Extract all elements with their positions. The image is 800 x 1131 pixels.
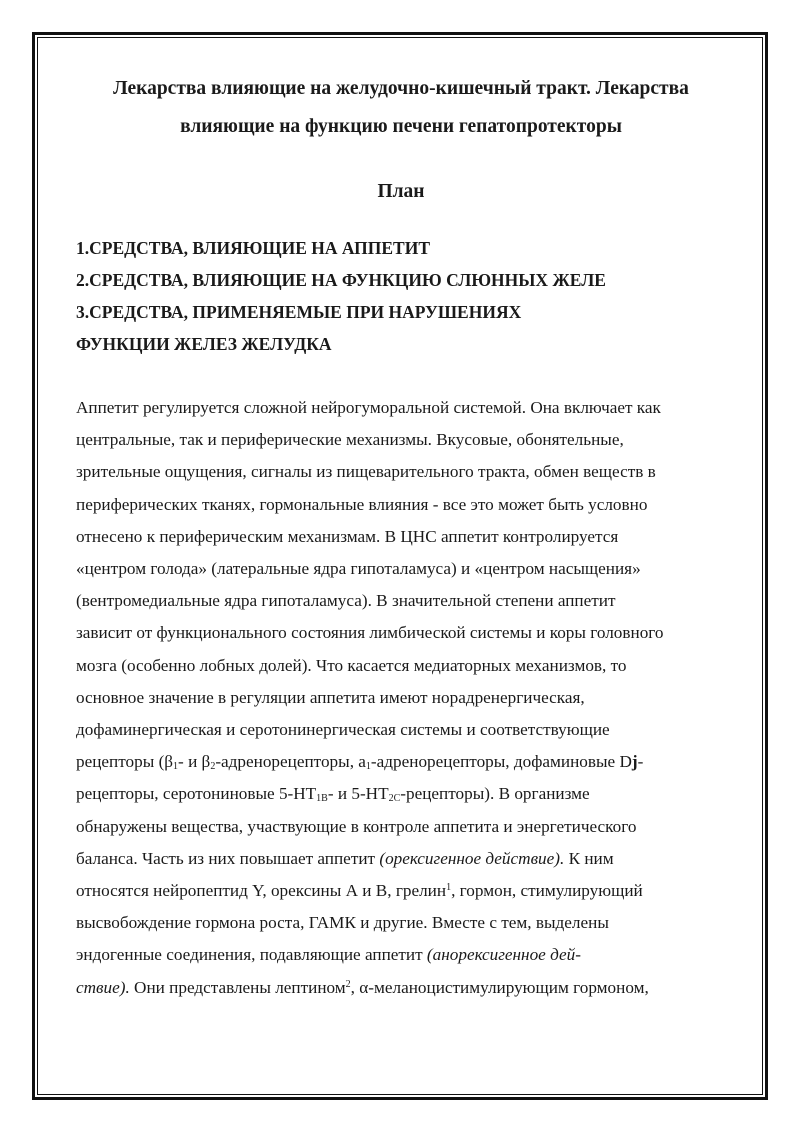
body-line-14: обнаружены вещества, участвующие в контроле аппетита и энергетического (76, 816, 637, 836)
text-run: рецепторы, серотониновые 5-НТ (76, 784, 317, 804)
body-line-18 (76, 939, 726, 971)
plan-heading: План (377, 181, 425, 202)
text-run: К ним (564, 848, 614, 868)
text-run: -адренорецепторы, a (215, 752, 366, 772)
text-run: , α-меланоцистимулирующим гормоном, (350, 977, 649, 997)
italic-run: (анорексигенное дей- (426, 945, 581, 965)
body-line-1: Аппетит регулируется сложной нейрогуморальной системой. Она включает как (76, 398, 661, 417)
title-line-1: Лекарства влияющие на желудочно-кишечный тракт. Лекарства (113, 78, 689, 99)
body-line-10: основное значение в регуляции аппетита имеют норадренергическая, (76, 687, 585, 707)
toc-item-3: 3.СРЕДСТВА, ПРИМЕНЯЕМЫЕ ПРИ НАРУШЕНИЯХ (76, 302, 522, 322)
toc-item-3-continued: ФУНКЦИИ ЖЕЛЕЗ ЖЕЛУДКА (76, 334, 332, 354)
text-run: относятся нейропептид Y, орексины А и В, грелин (76, 881, 447, 901)
italic-run: ствие). (76, 977, 130, 997)
subscript: 1В (316, 793, 328, 805)
text-run: рецепторы (β (76, 752, 174, 772)
body-line-12 (76, 746, 726, 778)
subscript: 1 (365, 761, 371, 773)
body-line-4: периферических тканях, гормональные влияния - все это может быть условно (76, 494, 648, 514)
body-line-15 (76, 843, 726, 875)
subscript: 2 (210, 761, 216, 773)
title-line-2: влияющие на функцию печени гепатопротекторы (180, 116, 622, 137)
body-line-13 (76, 778, 726, 810)
subscript: 1 (173, 761, 179, 773)
body-line-7: (вентромедиальные ядра гипоталамуса). В значительной степени аппетит (76, 591, 616, 611)
text-run: - (637, 752, 644, 772)
table-of-contents (76, 232, 726, 360)
text-run: -адренорецепторы, дофаминовые D (370, 752, 632, 772)
footnote-ref: 2 (345, 978, 351, 990)
body-line-6: «центром голода» (латеральные ядра гипоталамуса) и «центром насыщения» (76, 559, 641, 579)
text-run: баланса. Часть из них повышает аппетит (76, 848, 380, 868)
italic-run: (орексигенное действие). (379, 848, 565, 868)
text-run: -рецепторы). В организме (400, 784, 590, 804)
body-paragraph (76, 392, 726, 1004)
body-line-3: зрительные ощущения, сигналы из пищеварительного тракта, обмен веществ в (76, 462, 656, 482)
body-line-8: зависит от функционального состояния лимбической системы и коры головного (76, 623, 664, 643)
toc-item-1: 1.СРЕДСТВА, ВЛИЯЮЩИЕ НА АППЕТИТ (76, 238, 430, 258)
body-line-17: высвобождение гормона роста, ГАМК и другие. Вместе с тем, выделены (76, 913, 609, 933)
body-line-11: дофаминергическая и серотонинергическая системы и соответствующие (76, 720, 610, 740)
footnote-ref: 1 (446, 882, 452, 894)
toc-item-2: 2.СРЕДСТВА, ВЛИЯЮЩИЕ НА ФУНКЦИЮ СЛЮННЫХ ЖЕЛЕ (76, 270, 606, 290)
text-run: - и β (178, 752, 211, 772)
subscript: 2С (388, 793, 401, 805)
text-run: , гормон, стимулирующий (451, 881, 643, 901)
text-run: эндогенные соединения, подавляющие аппетит (76, 945, 427, 965)
document-content (76, 70, 726, 1004)
bold-run: j (631, 752, 638, 772)
document-title (76, 70, 726, 146)
body-line-2: центральные, так и периферические механизмы. Вкусовые, обонятельные, (76, 430, 624, 450)
body-line-9: мозга (особенно лобных долей). Что касается медиаторных механизмов, то (76, 655, 627, 675)
body-line-19 (76, 972, 726, 1004)
text-run: Они представлены лептином (129, 977, 346, 997)
text-run: - и 5-НТ (327, 784, 389, 804)
body-line-16 (76, 875, 726, 907)
body-line-5: отнесено к периферическим механизмам. В ЦНС аппетит контролируется (76, 526, 619, 546)
